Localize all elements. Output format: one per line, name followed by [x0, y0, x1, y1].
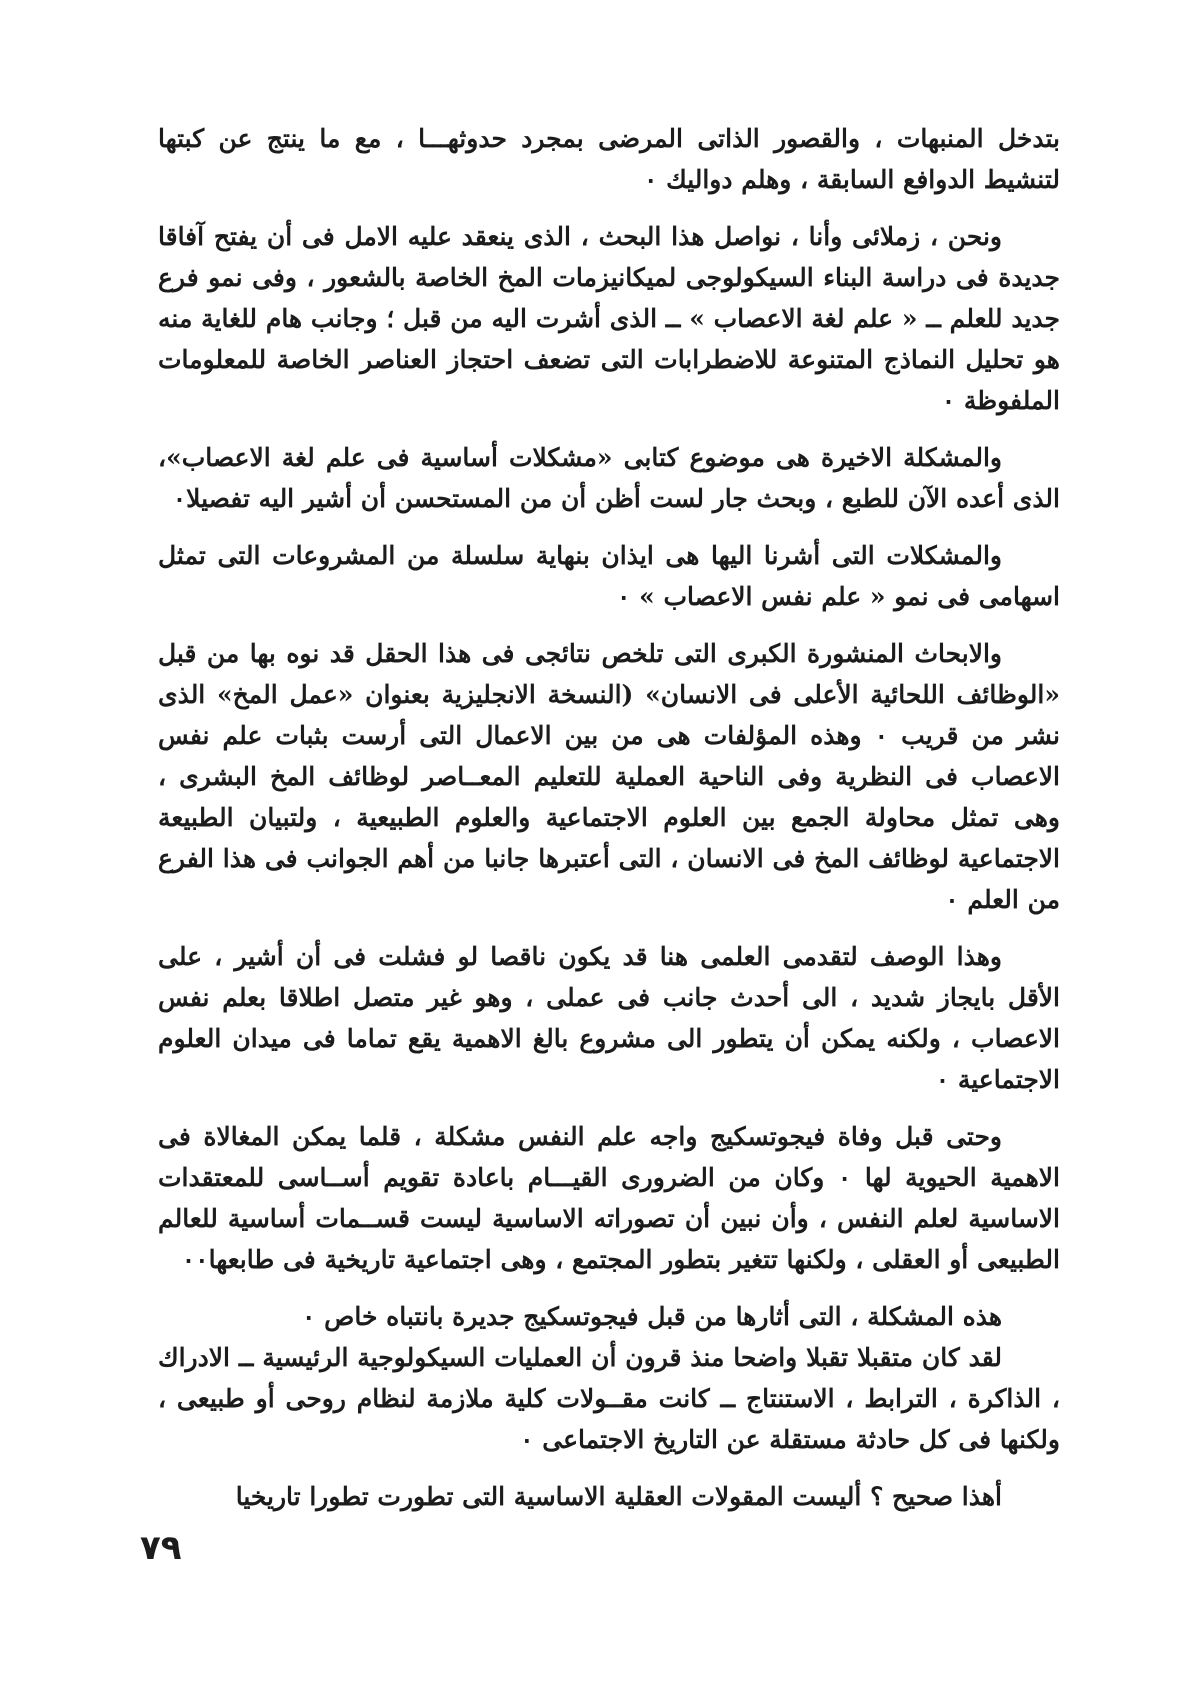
paragraph: لقد كان متقبلا تقبلا واضحا منذ قرون أن العمليات السيكولوجية الرئيسية ــ الادراك ، الذاكرة ، الترابط ، الاستنتاج ــ كانت مقــولات كلية ملازمة لنظام روحى أو طبيعى ، ولكنها فى كل حادثة مستقلة عن التاريخ الاجتماعى ٠	[158, 1343, 1060, 1454]
paragraph: وهذا الوصف لتقدمى العلمى هنا قد يكون ناقصا لو فشلت فى أن أشير ، على الأقل بايجاز شديد ، الى أحدث جانب فى عملى ، وهو غير متصل اطلاقا بعلم نفس الاعصاب ، ولكنه يمكن أن يتطور الى مشروع بالغ الاهمية يقع تماما فى ميدان العلوم الاجتماعية ٠	[158, 942, 1060, 1094]
paragraph: والمشكلات التى أشرنا اليها هى ايذان بنهاية سلسلة من المشروعات التى تمثل اسهامى فى نمو « علم نفس الاعصاب » ٠	[158, 541, 1060, 611]
paragraph: أهذا صحيح ؟ أليست المقولات العقلية الاساسية التى تطورت تطورا تاريخيا	[235, 1482, 1002, 1511]
paragraph: والابحاث المنشورة الكبرى التى تلخص نتائجى فى هذا الحقل قد نوه بها من قبل «الوظائف اللحائية الأعلى فى الانسان» (النسخة الانجليزية بعنوان «عمل المخ» الذى نشر من قريب ٠ وهذه المؤلفات هى من بين الاعمال التى أرست بثبات علم نفس الاعصاب فى النظرية وفى الناحية العملية للتعليم المعــاصر لوظائف المخ البشرى ، وهى تمثل محاولة الجمع بين العلوم الاجتماعية والعلوم الطبيعية ، ولتبيان الطبيعة الاجتماعية لوظائف المخ فى الانسان ، التى أعتبرها جانبا من أهم الجوانب فى هذا الفرع من العلم ٠	[158, 639, 1061, 914]
page-number: ٧٩	[140, 1528, 182, 1568]
body-text	[158, 118, 1060, 1533]
paragraph-continuation: بتدخل المنبهات ، والقصور الذاتى المرضى بمجرد حدوثهـــا ، مع ما ينتج عن كبتها لتنشيط الدوافع السابقة ، وهلم دواليك ٠	[158, 124, 1060, 194]
paragraph: ونحن ، زملائى وأنا ، نواصل هذا البحث ، الذى ينعقد عليه الامل فى أن يفتح آفاقا جديدة فى دراسة البناء السيكولوجى لميكانيزمات المخ الخاصة بالشعور ، وفى نمو فرع جديد للعلم ــ « علم لغة الاعصاب » ــ الذى أشرت اليه من قبل ؛ وجانب هام للغاية منه هو تحليل النماذج المتنوعة للاضطرابات التى تضعف احتجاز العناصر الخاصة للمعلومات الملفوظة ٠	[158, 222, 1060, 415]
paragraph: هذه المشكلة ، التى أثارها من قبل فيجوتسكيج جديرة بانتباه خاص ٠	[302, 1302, 1002, 1331]
paragraph: والمشكلة الاخيرة هى موضوع كتابى «مشكلات أساسية فى علم لغة الاعصاب»، الذى أعده الآن للطبع ، وبحث جار لست أظن أن من المستحسن أن أشير اليه تفصيلا٠	[158, 443, 1060, 513]
paragraph: وحتى قبل وفاة فيجوتسكيج واجه علم النفس مشكلة ، قلما يمكن المغالاة فى الاهمية الحيوية لها ٠ وكان من الضرورى القيـــام باعادة تقويم أســاسى للمعتقدات الاساسية لعلم النفس ، وأن نبين أن تصوراته الاساسية ليست قســمات أساسية للعالم الطبيعى أو العقلى ، ولكنها تتغير بتطور المجتمع ، وهى اجتماعية تاريخية فى طابعها٠٠	[158, 1122, 1060, 1274]
